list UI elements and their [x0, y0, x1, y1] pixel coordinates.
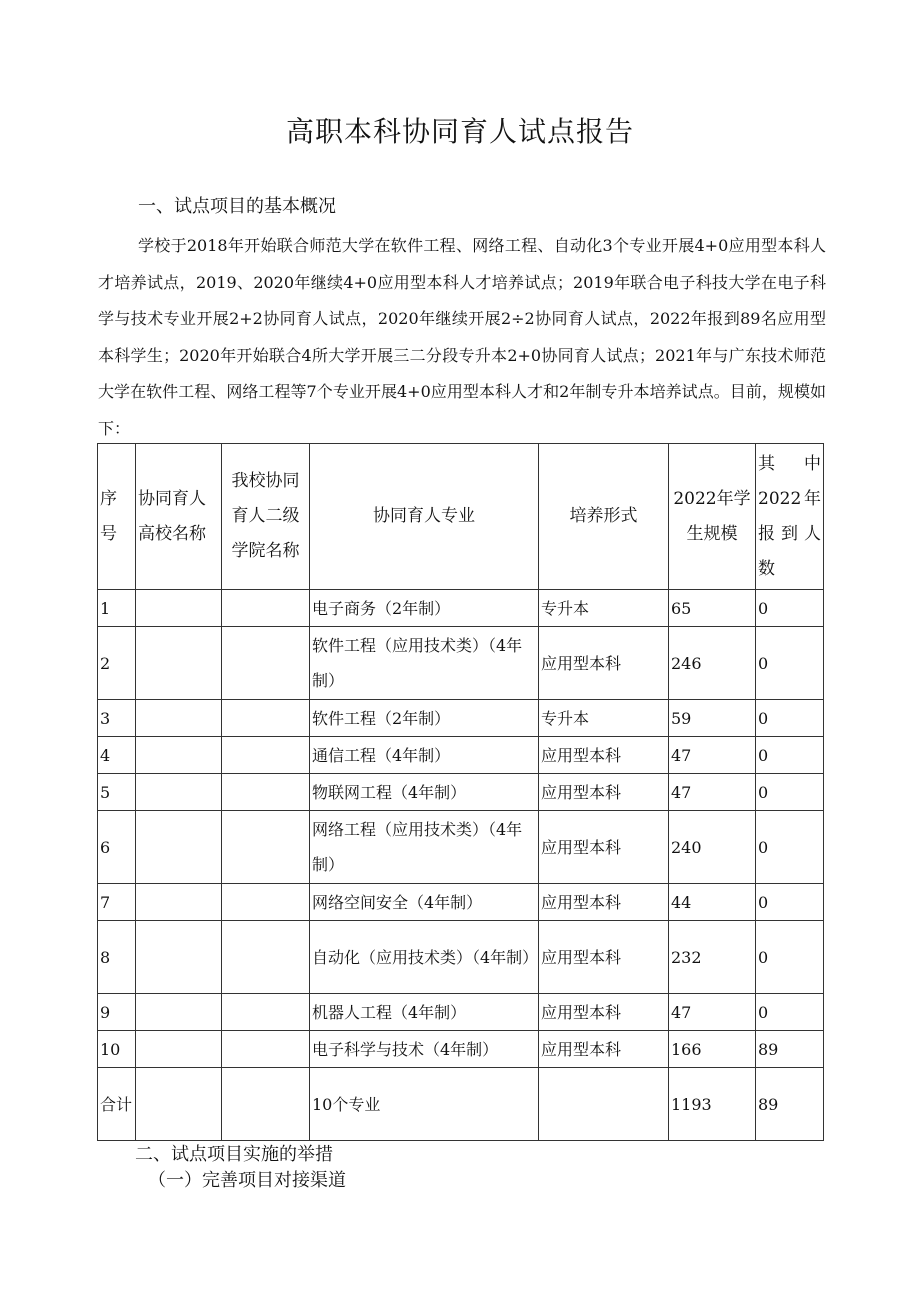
cell-scale: 47 [669, 737, 756, 774]
cell-partner-university [136, 774, 222, 811]
cell-format: 应用型本科 [539, 994, 669, 1031]
header-2022-scale: 2022年学生规模 [669, 444, 756, 590]
header-index: 序号 [98, 444, 136, 590]
cell-index: 8 [98, 921, 136, 994]
cell-our-college [222, 1031, 310, 1068]
section-heading-2: 二、试点项目实施的举措 [135, 1144, 333, 1165]
subsection-heading-1: （一）完善项目对接渠道 [148, 1170, 346, 1191]
cell-scale: 65 [669, 590, 756, 627]
cell-major: 电子商务（2年制） [310, 590, 539, 627]
cell-major: 10个专业 [310, 1068, 539, 1141]
cell-format [539, 1068, 669, 1141]
cell-format: 应用型本科 [539, 774, 669, 811]
cell-enrolled: 0 [756, 884, 824, 921]
cell-index: 合计 [98, 1068, 136, 1141]
cell-major: 电子科学与技术（4年制） [310, 1031, 539, 1068]
cell-enrolled: 0 [756, 774, 824, 811]
cell-enrolled: 89 [756, 1031, 824, 1068]
cell-major: 自动化（应用技术类）（4年制） [310, 921, 539, 994]
cell-enrolled: 0 [756, 921, 824, 994]
cell-scale: 44 [669, 884, 756, 921]
table-row [98, 774, 824, 811]
cell-index: 6 [98, 811, 136, 884]
cell-our-college [222, 774, 310, 811]
table-row [98, 590, 824, 627]
header-our-college: 我校协同育人二级学院名称 [222, 444, 310, 590]
cell-major: 通信工程（4年制） [310, 737, 539, 774]
table-row [98, 627, 824, 700]
cell-partner-university [136, 1068, 222, 1141]
cell-major: 软件工程（2年制） [310, 700, 539, 737]
cell-our-college [222, 737, 310, 774]
cell-partner-university [136, 811, 222, 884]
cell-partner-university [136, 994, 222, 1031]
table-row [98, 811, 824, 884]
cell-major: 网络工程（应用技术类）（4年制） [310, 811, 539, 884]
cell-partner-university [136, 627, 222, 700]
cell-our-college [222, 590, 310, 627]
cell-our-college [222, 700, 310, 737]
table-row [98, 1031, 824, 1068]
cell-scale: 59 [669, 700, 756, 737]
cell-our-college [222, 884, 310, 921]
cell-enrolled: 0 [756, 627, 824, 700]
pilot-table [97, 443, 824, 1141]
cell-format: 专升本 [539, 700, 669, 737]
cell-scale: 246 [669, 627, 756, 700]
cell-partner-university [136, 590, 222, 627]
table-header-row [98, 444, 824, 590]
cell-our-college [222, 994, 310, 1031]
cell-our-college [222, 921, 310, 994]
cell-index: 4 [98, 737, 136, 774]
table-row [98, 884, 824, 921]
cell-major: 软件工程（应用技术类）（4年制） [310, 627, 539, 700]
cell-format: 应用型本科 [539, 811, 669, 884]
cell-index: 10 [98, 1031, 136, 1068]
cell-format: 应用型本科 [539, 627, 669, 700]
header-2022-enrolled: 其中2022年报到人数 [756, 444, 824, 590]
cell-partner-university [136, 1031, 222, 1068]
cell-index: 3 [98, 700, 136, 737]
cell-enrolled: 89 [756, 1068, 824, 1141]
cell-enrolled: 0 [756, 700, 824, 737]
cell-scale: 240 [669, 811, 756, 884]
cell-scale: 232 [669, 921, 756, 994]
cell-scale: 47 [669, 994, 756, 1031]
document-title: 高职本科协同育人试点报告 [285, 115, 634, 148]
cell-our-college [222, 627, 310, 700]
cell-index: 2 [98, 627, 136, 700]
cell-format: 应用型本科 [539, 737, 669, 774]
table-row [98, 994, 824, 1031]
header-major: 协同育人专业 [310, 444, 539, 590]
cell-format: 应用型本科 [539, 921, 669, 994]
header-partner-university: 协同育人高校名称 [136, 444, 222, 590]
table-row [98, 737, 824, 774]
cell-format: 专升本 [539, 590, 669, 627]
cell-major: 网络空间安全（4年制） [310, 884, 539, 921]
cell-format: 应用型本科 [539, 884, 669, 921]
cell-index: 7 [98, 884, 136, 921]
cell-partner-university [136, 737, 222, 774]
cell-index: 9 [98, 994, 136, 1031]
cell-partner-university [136, 884, 222, 921]
cell-enrolled: 0 [756, 737, 824, 774]
section-heading-1: 一、试点项目的基本概况 [138, 196, 336, 217]
cell-enrolled: 0 [756, 811, 824, 884]
table-row [98, 921, 824, 994]
cell-partner-university [136, 921, 222, 994]
cell-format: 应用型本科 [539, 1031, 669, 1068]
cell-our-college [222, 811, 310, 884]
cell-scale: 1193 [669, 1068, 756, 1141]
cell-our-college [222, 1068, 310, 1141]
cell-index: 1 [98, 590, 136, 627]
cell-enrolled: 0 [756, 994, 824, 1031]
cell-scale: 166 [669, 1031, 756, 1068]
cell-major: 机器人工程（4年制） [310, 994, 539, 1031]
cell-enrolled: 0 [756, 590, 824, 627]
header-format: 培养形式 [539, 444, 669, 590]
table-row [98, 700, 824, 737]
cell-scale: 47 [669, 774, 756, 811]
table-row [98, 1068, 824, 1141]
cell-partner-university [136, 700, 222, 737]
overview-paragraph: 学校于2018年开始联合师范大学在软件工程、网络工程、自动化3个专业开展4+0应用型本科人才培养试点，2019、2020年继续4+0应用型本科人才培养试点；2019年联合电子科技大学在电子科学与技术专业开展2+2协同育人试点，2020年继续开展2÷2协同育人试点，2022年报到89名应用型本科学生；2020年开始联合4所大学开展三二分段专升本2+0协同育人试点；2021年与广东技术师范大学在软件工程、网络工程等7个专业开展4+0应用型本科人才和2年制专升本培养试点。目前，规模如下： [98, 236, 826, 438]
cell-index: 5 [98, 774, 136, 811]
cell-major: 物联网工程（4年制） [310, 774, 539, 811]
